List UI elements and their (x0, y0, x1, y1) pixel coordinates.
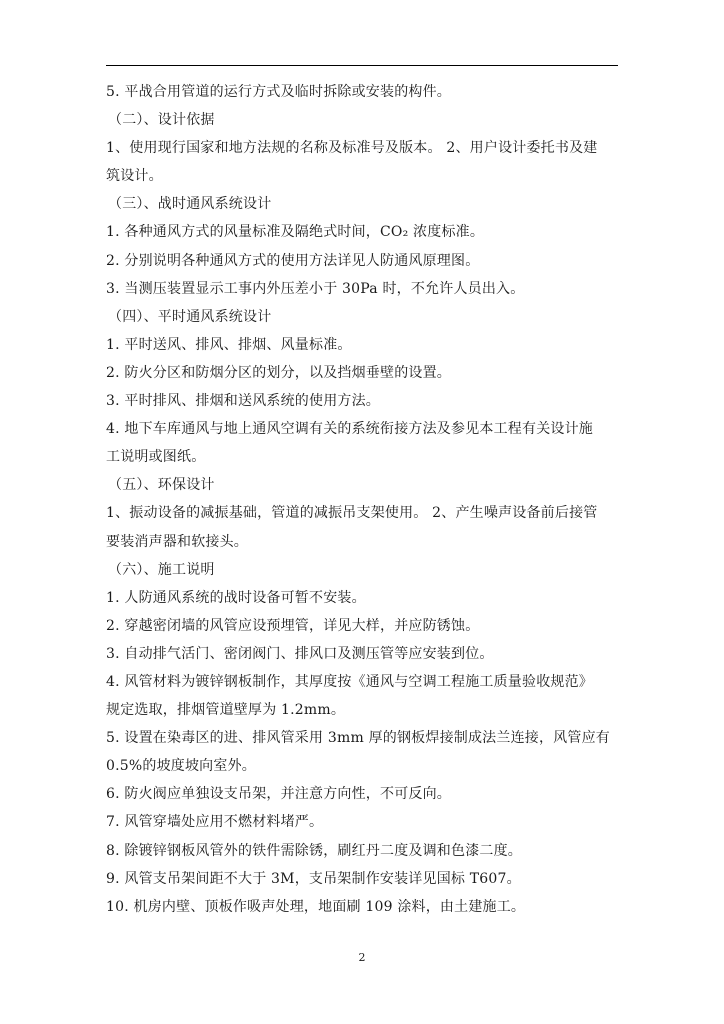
text-line: 2. 防火分区和防烟分区的划分，以及挡烟垂壁的设置。 (106, 364, 452, 381)
text-line: 6. 防火阀应单独设支吊架，并注意方向性，不可反向。 (106, 786, 452, 803)
text-line: 3. 平时排风、排烟和送风系统的使用方法。 (106, 393, 381, 410)
section-heading: （五）、环保设计 (108, 477, 215, 494)
text-line: 4. 风管材料为镀锌钢板制作，其厚度按《通风与空调工程施工质量验收规范》 (106, 673, 594, 690)
text-line: 9. 风管支吊架间距不大于 3M，支吊架制作安装详见国标 T607。 (106, 870, 521, 887)
text-line: 筑设计。 (106, 168, 163, 185)
text-line: 2. 穿越密闭墙的风管应设预埋管，详见大样，并应防锈蚀。 (106, 617, 480, 634)
text-line: 2. 分别说明各种通风方式的使用方法详见人防通风原理图。 (106, 252, 480, 269)
text-line: 7. 风管穿墙处应用不燃材料堵严。 (106, 814, 324, 831)
document-body (106, 78, 618, 921)
text-line: 工说明或图纸。 (106, 449, 206, 466)
section-heading: （三）、战时通风系统设计 (108, 196, 272, 213)
text-line: 1. 人防通风系统的战时设备可暂不安装。 (106, 589, 366, 606)
text-line: 1、振动设备的减振基础，管道的减振吊支架使用。 2、产生噪声设备前后接管 (106, 505, 598, 522)
text-line: 10. 机房内壁、顶板作吸声处理，地面刷 109 涂料，由土建施工。 (106, 898, 526, 915)
text-line: 8. 除镀锌钢板风管外的铁件需除锈，刷红丹二度及调和色漆二度。 (106, 842, 523, 859)
section-heading: （四）、平时通风系统设计 (108, 308, 272, 325)
section-heading: （二）、设计依据 (108, 112, 215, 129)
text-line: 5. 平战合用管道的运行方式及临时拆除或安装的构件。 (106, 84, 452, 100)
text-line: 5. 设置在染毒区的进、排风管采用 3mm 厚的钢板焊接制成法兰连接，风管应有 (106, 730, 610, 747)
text-line: 1. 各种通风方式的风量标准及隔绝式时间，CO₂ 浓度标准。 (106, 224, 485, 241)
text-line: 要装消声器和软接头。 (106, 533, 248, 550)
text-line: 3. 自动排气活门、密闭阀门、排风口及测压管等应安装到位。 (106, 645, 494, 662)
page-number: 2 (358, 951, 366, 964)
text-line: 3. 当测压装置显示工事内外压差小于 30Pa 时，不允许人员出入。 (106, 280, 525, 297)
section-heading: （六）、施工说明 (108, 561, 215, 578)
text-line: 1、使用现行国家和地方法规的名称及标准号及版本。 2、用户设计委托书及建 (106, 140, 598, 157)
text-line: 规定选取，排烟管道壁厚为 1.2mm。 (106, 702, 346, 719)
text-line: 0.5%的坡度坡向室外。 (106, 758, 256, 775)
text-line: 4. 地下车库通风与地上通风空调有关的系统衔接方法及参见本工程有关设计施 (106, 421, 594, 438)
text-line: 1. 平时送风、排风、排烟、风量标准。 (106, 336, 352, 353)
header-rule (106, 65, 618, 66)
